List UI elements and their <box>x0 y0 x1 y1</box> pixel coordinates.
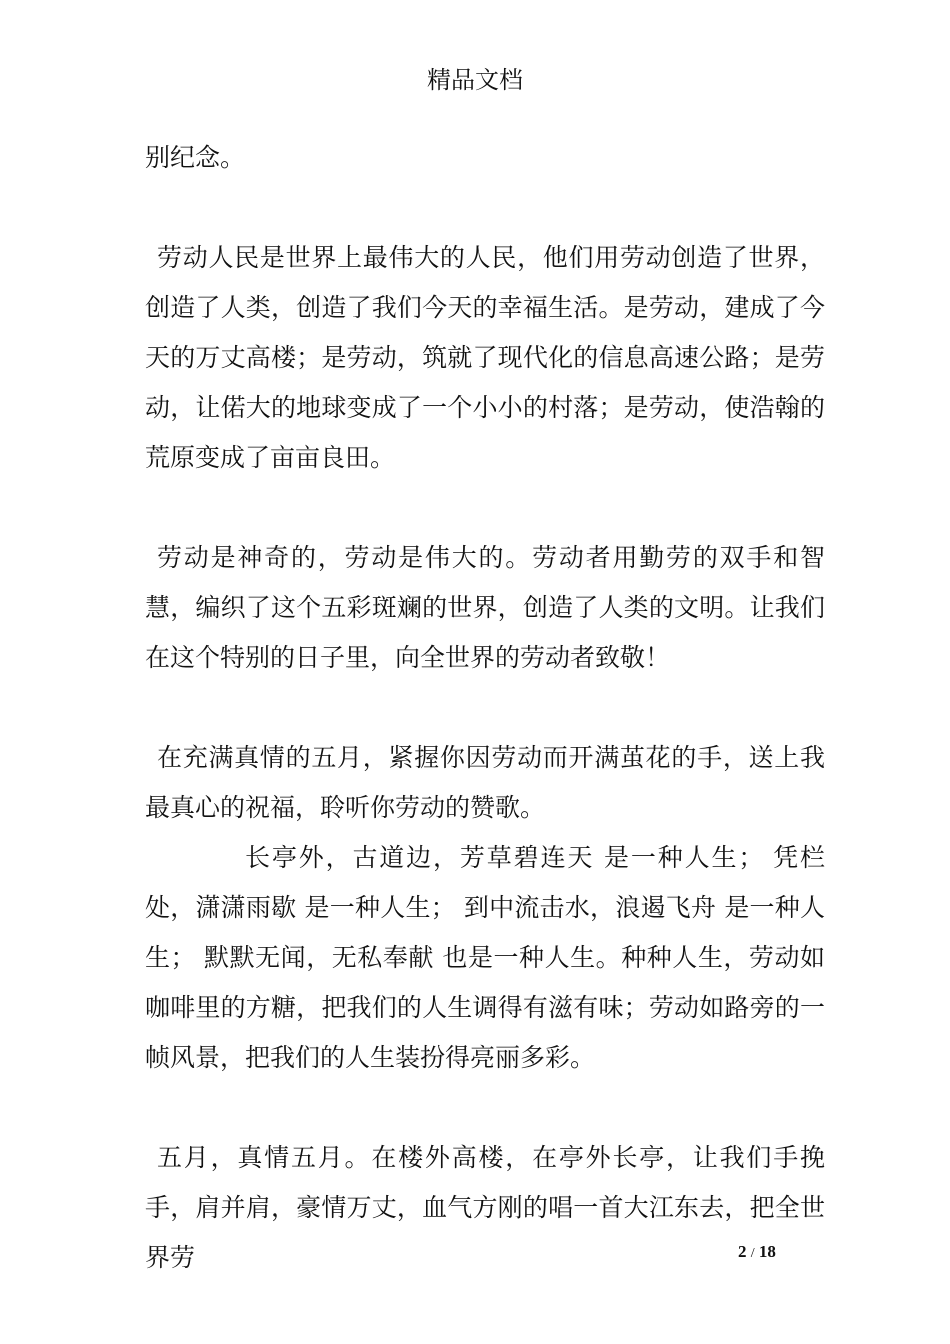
paragraph-gap <box>145 183 825 233</box>
paragraph-gap <box>145 1083 825 1133</box>
current-page: 2 <box>738 1242 747 1261</box>
paragraph-gap <box>145 683 825 733</box>
page-separator: / <box>750 1246 755 1261</box>
paragraph-labor-great: 劳动是神奇的，劳动是伟大的。劳动者用勤劳的双手和智慧，编织了这个五彩斑斓的世界，创造了人类的文明。让我们在这个特别的日子里，向全世界的劳动者致敬！ <box>145 543 825 672</box>
paragraph-may-true-love: 五月，真情五月。在楼外高楼，在亭外长亭，让我们手挽手，肩并肩，豪情万丈，血气方刚的唱一首大江东去，把全世界劳 <box>145 1143 825 1272</box>
paragraph-may-blessing: 在充满真情的五月，紧握你因劳动而开满茧花的手，送上我最真心的祝福，聆听你劳动的赞歌。 <box>145 743 825 822</box>
total-pages: 18 <box>758 1242 776 1261</box>
header-title: 精品文档 <box>427 66 523 94</box>
paragraph-gap <box>145 483 825 533</box>
document-header <box>0 62 950 98</box>
paragraph-life: 长亭外，古道边，芳草碧连天 是一种人生； 凭栏处，潇潇雨歇 是一种人生； 到中流击水，浪遏飞舟 是一种人生； 默默无闻，无私奉献 也是一种人生。种种人生，劳动如咖啡里的方糖，把我们的人生调得有滋有味；劳动如路旁的一帧风景，把我们的人生装扮得亮丽多彩。 <box>145 843 825 1072</box>
paragraph-labor-people: 劳动人民是世界上最伟大的人民，他们用劳动创造了世界，创造了人类，创造了我们今天的幸福生活。是劳动，建成了今天的万丈高楼；是劳动，筑就了现代化的信息高速公路；是劳动，让偌大的地球变成了一个小小的村落；是劳动，使浩翰的荒原变成了亩亩良田。 <box>145 243 825 472</box>
page-number <box>738 1240 776 1266</box>
document-body <box>145 133 825 1283</box>
paragraph-continuation: 别纪念。 <box>145 143 246 172</box>
